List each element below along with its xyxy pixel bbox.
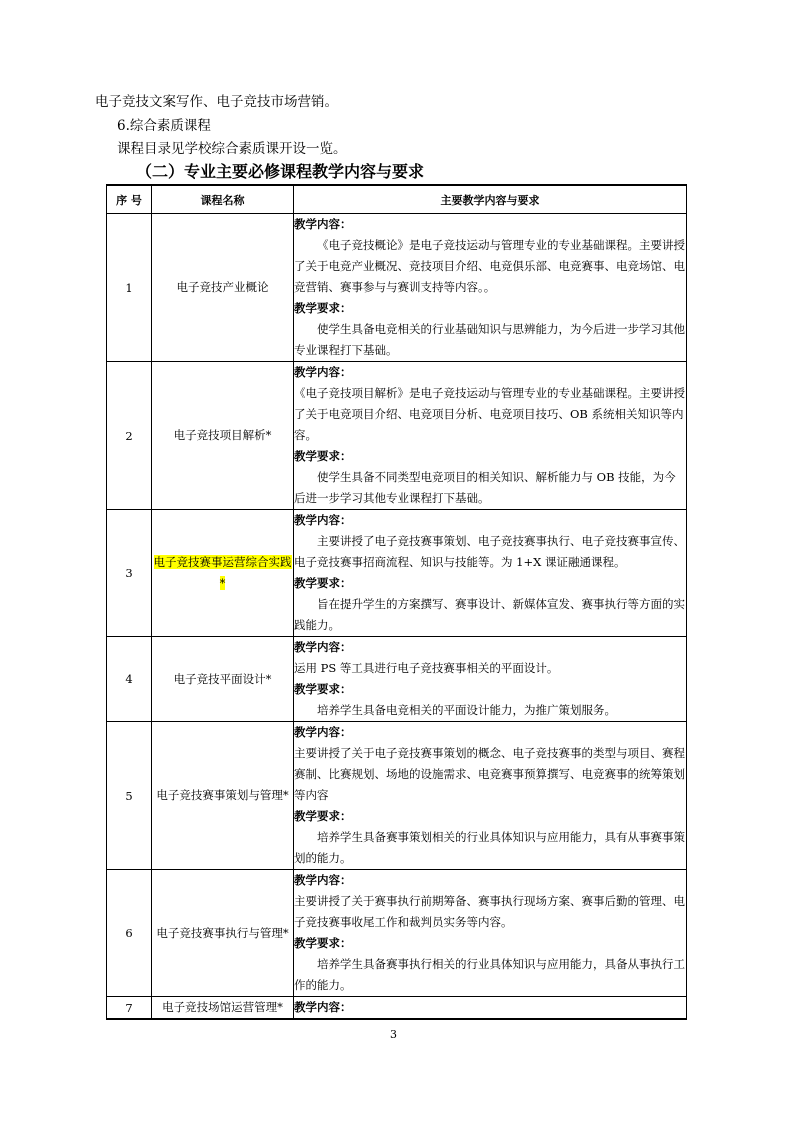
table-row xyxy=(107,362,687,510)
content-text: 主要讲授了关于电子竞技赛事策划的概念、电子竞技赛事的类型与项目、赛程赛制、比赛规划、场地的设施需求、电竞赛事预算撰写、电竞赛事的统筹策划等内容 xyxy=(294,746,685,802)
requirement-label: 教学要求： xyxy=(294,576,352,590)
course-description xyxy=(294,722,687,870)
course-name: 电子竞技赛事策划与管理* xyxy=(152,722,294,870)
intro-line-3: 课程目录见学校综合素质课开设一览。 xyxy=(117,141,347,157)
content-label: 教学内容： xyxy=(294,217,352,231)
course-table xyxy=(106,184,687,1020)
row-number: 3 xyxy=(107,510,152,637)
row-number: 7 xyxy=(107,997,152,1020)
requirement-text: 培养学生具备电竞相关的平面设计能力，为推广策划服务。 xyxy=(317,703,616,717)
content-label: 教学内容： xyxy=(294,873,352,887)
table-row xyxy=(107,997,687,1020)
content-text: 主要讲授了电子竞技赛事策划、电子竞技赛事执行、电子竞技赛事宣传、电子竞技赛事招商流程、知识与技能等。为 1+X 课证融通课程。 xyxy=(294,534,685,569)
course-name: 电子竞技场馆运营管理* xyxy=(152,997,294,1020)
col-header-number: 序 号 xyxy=(107,185,152,214)
course-description xyxy=(294,214,687,362)
intro-line-2: 6.综合素质课程 xyxy=(117,118,211,134)
row-number: 4 xyxy=(107,637,152,722)
table-row xyxy=(107,510,687,637)
intro-line-1: 电子竞技文案写作、电子竞技市场营销。 xyxy=(95,94,338,110)
content-label: 教学内容： xyxy=(294,365,352,379)
content-text: 运用 PS 等工具进行电子竞技赛事相关的平面设计。 xyxy=(294,661,559,675)
course-name: 电子竞技产业概论 xyxy=(152,214,294,362)
col-header-course-name: 课程名称 xyxy=(152,185,294,214)
course-name xyxy=(152,510,294,637)
table-row xyxy=(107,637,687,722)
requirement-label: 教学要求： xyxy=(294,682,352,696)
requirement-label: 教学要求： xyxy=(294,301,352,315)
course-description xyxy=(294,362,687,510)
requirement-text: 培养学生具备赛事执行相关的行业具体知识与应用能力，具备从事执行工作的能力。 xyxy=(294,957,685,992)
table-row xyxy=(107,214,687,362)
requirement-label: 教学要求： xyxy=(294,809,352,823)
content-label: 教学内容： xyxy=(294,640,352,654)
table-row xyxy=(107,722,687,870)
row-number: 5 xyxy=(107,722,152,870)
row-number: 1 xyxy=(107,214,152,362)
course-description xyxy=(294,997,687,1020)
page-number: 3 xyxy=(390,1028,397,1041)
requirement-label: 教学要求： xyxy=(294,449,352,463)
content-label: 教学内容： xyxy=(294,1000,352,1014)
requirement-text: 培养学生具备赛事策划相关的行业具体知识与应用能力，具有从事赛事策划的能力。 xyxy=(294,830,685,865)
content-text: 《电子竞技项目解析》是电子竞技运动与管理专业的专业基础课程。主要讲授了关于电竞项目介绍、电竞项目分析、电竞项目技巧、OB 系统相关知识等内容。 xyxy=(294,386,685,442)
table-row xyxy=(107,870,687,997)
col-header-content: 主要教学内容与要求 xyxy=(294,185,687,214)
course-name: 电子竞技平面设计* xyxy=(152,637,294,722)
content-text: 主要讲授了关于赛事执行前期筹备、赛事执行现场方案、赛事后勤的管理、电子竞技赛事收尾工作和裁判员实务等内容。 xyxy=(294,894,685,929)
course-description xyxy=(294,510,687,637)
requirement-label: 教学要求： xyxy=(294,936,352,950)
row-number: 2 xyxy=(107,362,152,510)
requirement-text: 使学生具备不同类型电竞项目的相关知识、解析能力与 OB 技能，为今后进一步学习其他专业课程打下基础。 xyxy=(294,470,676,505)
section-heading: （二）专业主要必修课程教学内容与要求 xyxy=(136,162,425,181)
content-text: 《电子竞技概论》是电子竞技运动与管理专业的专业基础课程。主要讲授了关于电竞产业概况、竞技项目介绍、电竞俱乐部、电竞赛事、电竞场馆、电竞营销、赛事参与与赛训支持等内容。。 xyxy=(294,238,685,294)
course-name: 电子竞技项目解析* xyxy=(152,362,294,510)
course-description xyxy=(294,637,687,722)
highlighted-course-name: 电子竞技赛事运营综合实践* xyxy=(153,555,292,590)
course-name: 电子竞技赛事执行与管理* xyxy=(152,870,294,997)
content-label: 教学内容： xyxy=(294,513,352,527)
course-description xyxy=(294,870,687,997)
requirement-text: 使学生具备电竞相关的行业基础知识与思辨能力，为今后进一步学习其他专业课程打下基础。 xyxy=(294,322,685,357)
row-number: 6 xyxy=(107,870,152,997)
table-header-row xyxy=(107,185,687,214)
requirement-text: 旨在提升学生的方案撰写、赛事设计、新媒体宣发、赛事执行等方面的实践能力。 xyxy=(294,597,685,632)
content-label: 教学内容： xyxy=(294,725,352,739)
